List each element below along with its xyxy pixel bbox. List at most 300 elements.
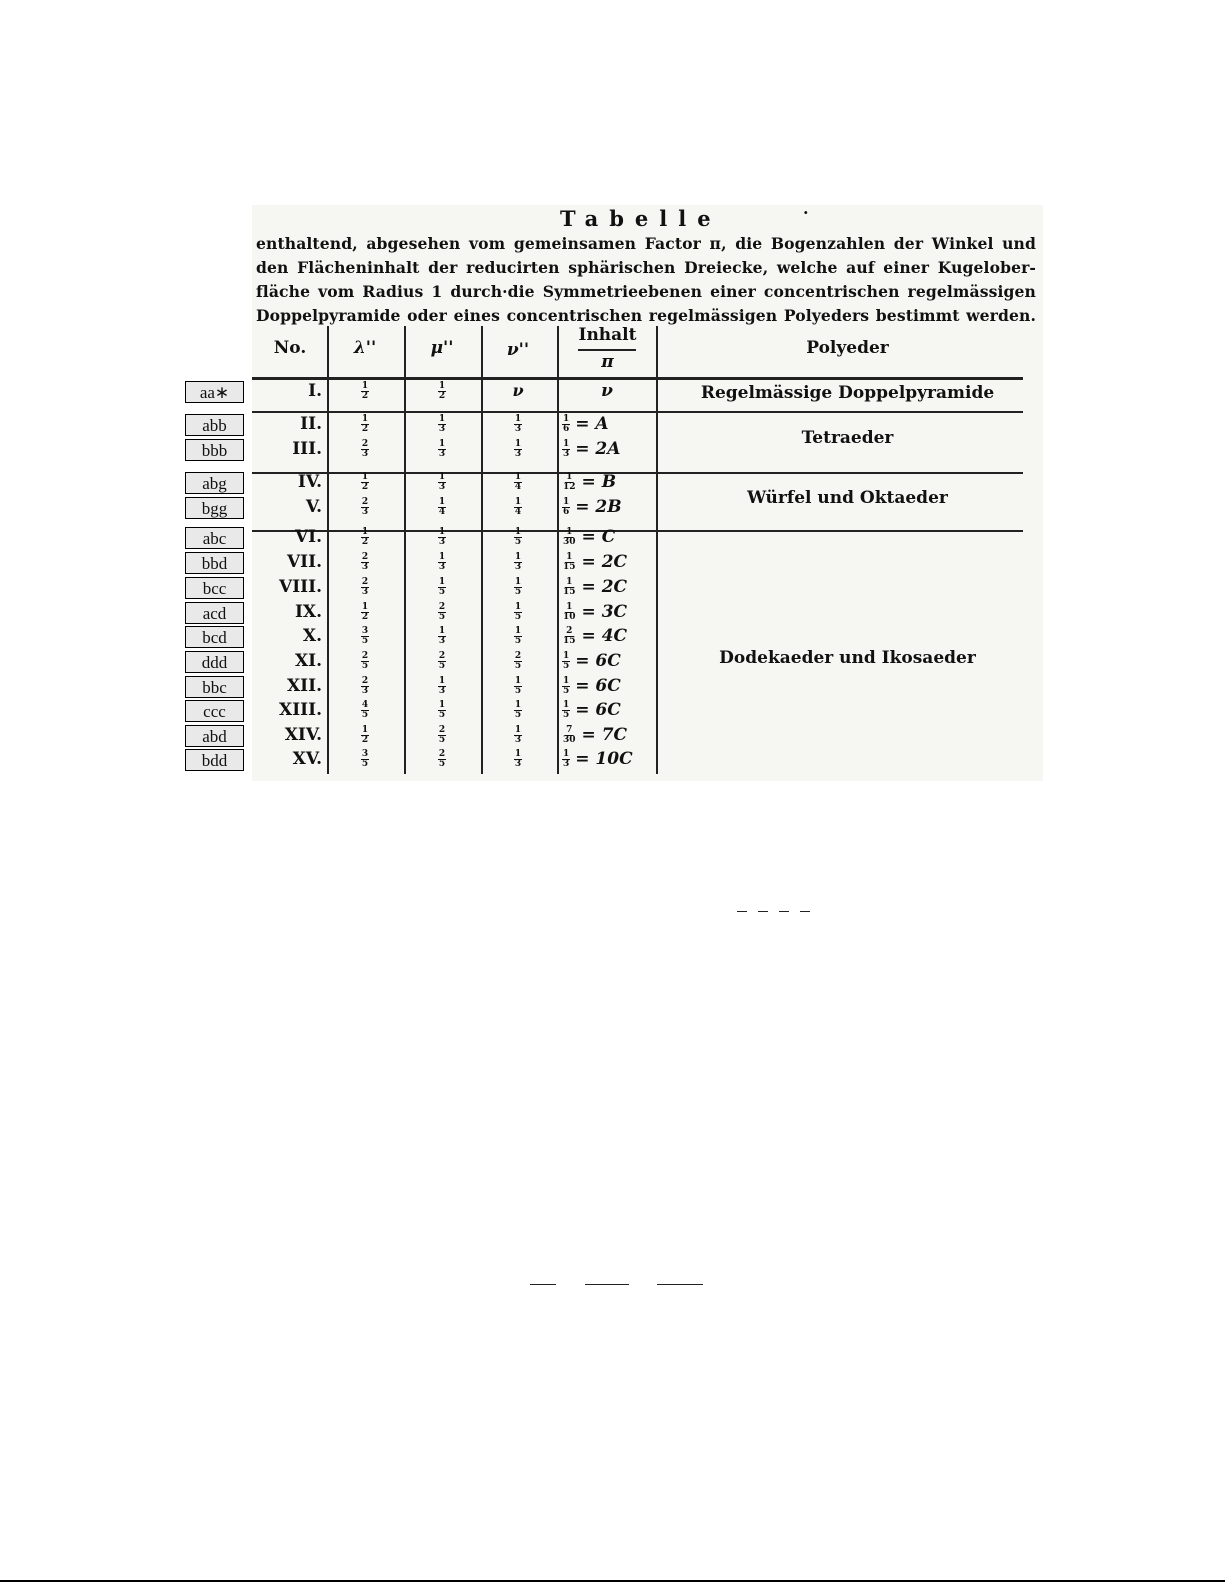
numerator: 1 <box>566 527 573 537</box>
nu-value: ν <box>512 381 524 400</box>
fraction <box>361 382 369 401</box>
column-rule <box>404 326 406 774</box>
numerator: 1 <box>438 676 446 686</box>
fraction <box>514 750 522 769</box>
denominator: 5 <box>563 661 570 671</box>
numerator: 2 <box>361 552 369 562</box>
inhalt-equation: = C <box>581 527 616 547</box>
mu-value <box>410 602 474 622</box>
mu-value <box>410 651 474 671</box>
row-label-box: bcc <box>185 577 244 599</box>
numerator: 2 <box>514 651 522 661</box>
fraction <box>562 440 570 459</box>
denominator: 4 <box>514 507 522 517</box>
polyeder-group-wuerfel-oktaeder: Würfel und Oktaeder <box>747 488 948 508</box>
inhalt-equation: = 10C <box>575 749 633 769</box>
denominator: 5 <box>438 661 446 671</box>
lambda-value <box>333 439 397 459</box>
nu-value <box>486 527 550 547</box>
denominator: 3 <box>361 507 369 517</box>
row-number: XI. <box>294 651 322 671</box>
row-label-box: acd <box>185 602 244 624</box>
polyeder-group-doppelpyramide: Regelmässige Doppelpyramide <box>700 383 995 403</box>
row-label-box: bgg <box>185 497 244 519</box>
inhalt-value <box>562 439 652 459</box>
row-number: III. <box>292 439 322 459</box>
row-label-box: bbc <box>185 676 244 698</box>
caption-line: fläche vom Radius 1 durch·die Symmetrieebenen einer concentrischen regelmässigen <box>256 282 1036 301</box>
mu-value <box>410 577 474 597</box>
denominator: 5 <box>361 759 369 769</box>
fraction <box>438 553 446 572</box>
inhalt-value <box>562 577 652 597</box>
numerator: 1 <box>514 414 522 424</box>
fraction <box>514 677 522 696</box>
dash-mark <box>758 911 768 912</box>
denominator: 6 <box>563 507 570 517</box>
scan-speck: · <box>803 203 809 222</box>
numerator: 1 <box>563 439 570 449</box>
denominator: 30 <box>563 537 576 547</box>
inhalt-value <box>562 497 652 517</box>
mu-value <box>410 552 474 572</box>
fraction <box>361 578 369 597</box>
denominator: 3 <box>361 686 369 696</box>
numerator: 2 <box>438 749 446 759</box>
dash-mark <box>800 911 810 912</box>
fraction <box>514 553 522 572</box>
fraction <box>562 726 577 745</box>
inhalt-equation: = 2C <box>581 552 628 572</box>
row-label-box: bbb <box>185 439 244 461</box>
column-rule <box>656 326 658 774</box>
denominator: 5 <box>438 587 446 597</box>
nu-value <box>486 439 550 459</box>
denominator: 3 <box>514 562 522 572</box>
row-number: X. <box>302 626 322 646</box>
denominator: 3 <box>438 424 446 434</box>
fraction <box>438 627 446 646</box>
nu-value <box>486 749 550 769</box>
mu-value <box>410 676 474 696</box>
nu-value <box>486 676 550 696</box>
lambda-value <box>333 381 397 401</box>
fraction <box>438 528 446 547</box>
inhalt-equation: = A <box>575 414 609 434</box>
numerator: 1 <box>563 700 570 710</box>
fraction <box>438 578 446 597</box>
fraction <box>438 415 446 434</box>
denominator: 12 <box>563 482 576 492</box>
fraction <box>514 701 522 720</box>
numerator: 1 <box>566 602 573 612</box>
fraction <box>562 498 570 517</box>
lambda-value <box>333 676 397 696</box>
lambda-value <box>333 527 397 547</box>
lambda-value <box>333 725 397 745</box>
denominator: 2 <box>361 537 369 547</box>
fraction <box>438 652 446 671</box>
inhalt-equation: = 7C <box>581 725 628 745</box>
mu-value <box>410 527 474 547</box>
fraction <box>438 701 446 720</box>
denominator: 3 <box>563 759 570 769</box>
nu-value <box>486 602 550 622</box>
denominator: 5 <box>438 612 446 622</box>
denominator: 5 <box>514 612 522 622</box>
numerator: 1 <box>438 472 446 482</box>
column-rule <box>327 326 329 774</box>
numerator: 1 <box>514 725 522 735</box>
numerator: 2 <box>438 602 446 612</box>
fraction <box>562 473 577 492</box>
fraction <box>361 473 369 492</box>
numerator: 1 <box>438 700 446 710</box>
numerator: 1 <box>361 414 369 424</box>
inhalt-value <box>562 472 652 492</box>
numerator: 1 <box>438 439 446 449</box>
nu-value <box>486 414 550 434</box>
table-caption <box>256 232 1036 328</box>
fraction <box>562 578 577 597</box>
mu-value <box>410 626 474 646</box>
denominator: 15 <box>563 587 576 597</box>
numerator: 1 <box>361 602 369 612</box>
fraction <box>361 553 369 572</box>
fraction <box>361 652 369 671</box>
inhalt-equation: = B <box>581 472 617 492</box>
nu-value <box>486 472 550 492</box>
header-nu: ν'' <box>506 340 530 360</box>
denominator: 2 <box>361 424 369 434</box>
group-rule <box>252 411 1023 413</box>
dash-mark <box>585 1284 629 1285</box>
lambda-value <box>333 414 397 434</box>
numerator: 2 <box>361 497 369 507</box>
denominator: 5 <box>514 661 522 671</box>
row-label-box: abc <box>185 527 244 549</box>
denominator: 5 <box>438 735 446 745</box>
lambda-value <box>333 552 397 572</box>
fraction <box>361 603 369 622</box>
numerator: 1 <box>563 676 570 686</box>
denominator: 5 <box>361 661 369 671</box>
numerator: 1 <box>438 552 446 562</box>
denominator: 30 <box>563 735 576 745</box>
denominator: 2 <box>361 612 369 622</box>
numerator: 1 <box>361 381 369 391</box>
numerator: 1 <box>514 602 522 612</box>
lambda-value <box>333 749 397 769</box>
denominator: 5 <box>438 710 446 720</box>
fraction <box>562 528 577 547</box>
fraction <box>438 603 446 622</box>
row-label-box: bbd <box>185 552 244 574</box>
denominator: 5 <box>438 759 446 769</box>
fraction <box>361 726 369 745</box>
inhalt-equation: = 2A <box>575 439 621 459</box>
fraction <box>514 627 522 646</box>
caption-line: enthaltend, abgesehen vom gemeinsamen Factor π, die Bogenzahlen der Winkel und <box>256 234 1036 253</box>
fraction <box>514 726 522 745</box>
numerator: 1 <box>563 497 570 507</box>
fraction <box>514 415 522 434</box>
row-number: VII. <box>286 552 322 572</box>
dash-mark <box>530 1284 556 1285</box>
denominator: 5 <box>514 587 522 597</box>
polyeder-group-tetraeder: Tetraeder <box>801 428 894 448</box>
mu-value <box>410 749 474 769</box>
denominator: 15 <box>563 562 576 572</box>
numerator: 1 <box>361 725 369 735</box>
numerator: 1 <box>438 497 446 507</box>
fraction <box>514 498 522 517</box>
denominator: 3 <box>514 449 522 459</box>
fraction <box>361 701 369 720</box>
lambda-value <box>333 577 397 597</box>
numerator: 1 <box>514 577 522 587</box>
fraction <box>438 440 446 459</box>
denominator: 3 <box>361 587 369 597</box>
numerator: 2 <box>361 577 369 587</box>
inhalt-value <box>562 700 652 720</box>
denominator: 2 <box>361 391 369 401</box>
row-number: XII. <box>286 676 322 696</box>
column-rule <box>557 326 559 774</box>
denominator: 2 <box>361 735 369 745</box>
row-number: XIV. <box>284 725 322 745</box>
fraction <box>438 498 446 517</box>
row-label-box: bdd <box>185 749 244 771</box>
fraction <box>514 440 522 459</box>
row-number: II. <box>300 414 322 434</box>
numerator: 1 <box>438 381 446 391</box>
inhalt-value <box>562 527 652 547</box>
row-number: VI. <box>294 527 322 547</box>
mu-value <box>410 439 474 459</box>
caption-line: Doppelpyramide oder eines concentrischen regelmässigen Polyeders bestimmt werden. <box>256 306 1036 325</box>
inhalt-equation: = 6C <box>575 676 621 696</box>
numerator: 2 <box>361 676 369 686</box>
denominator: 15 <box>563 636 576 646</box>
row-label-box: abd <box>185 725 244 747</box>
fraction <box>562 750 570 769</box>
numerator: 1 <box>514 552 522 562</box>
dash-mark <box>737 911 747 912</box>
numerator: 1 <box>438 527 446 537</box>
mu-value <box>410 497 474 517</box>
numerator: 1 <box>514 749 522 759</box>
numerator: 1 <box>514 700 522 710</box>
denominator: 4 <box>438 507 446 517</box>
fraction <box>562 652 570 671</box>
inhalt-equation: = 2C <box>581 577 628 597</box>
nu-value <box>486 651 550 671</box>
fraction <box>438 677 446 696</box>
numerator: 1 <box>361 472 369 482</box>
lambda-value <box>333 626 397 646</box>
lambda-value <box>333 700 397 720</box>
fraction <box>438 382 446 401</box>
numerator: 7 <box>566 725 573 735</box>
denominator: 3 <box>514 424 522 434</box>
row-label-box: abg <box>185 472 244 494</box>
fraction <box>514 652 522 671</box>
denominator: 5 <box>514 636 522 646</box>
header-no: No. <box>273 338 307 358</box>
denominator: 3 <box>361 449 369 459</box>
numerator: 1 <box>566 577 573 587</box>
numerator: 1 <box>566 472 573 482</box>
denominator: 2 <box>438 391 446 401</box>
mu-value <box>410 472 474 492</box>
caption-line: den Flächeninhalt der reducirten sphärischen Dreiecke, welche auf einer Kugelober- <box>256 258 1036 277</box>
denominator: 5 <box>514 686 522 696</box>
fraction <box>361 528 369 547</box>
numerator: 1 <box>438 414 446 424</box>
fraction <box>438 726 446 745</box>
numerator: 1 <box>514 439 522 449</box>
numerator: 1 <box>566 552 573 562</box>
numerator: 1 <box>514 676 522 686</box>
numerator: 1 <box>514 626 522 636</box>
fraction <box>562 415 570 434</box>
header-fraction-bar <box>578 349 636 351</box>
nu-value <box>486 577 550 597</box>
header-polyeder: Polyeder <box>806 338 889 358</box>
lambda-value <box>333 497 397 517</box>
numerator: 2 <box>361 651 369 661</box>
inhalt-value <box>562 651 652 671</box>
fraction <box>361 677 369 696</box>
nu-value <box>486 725 550 745</box>
denominator: 5 <box>563 710 570 720</box>
numerator: 1 <box>514 527 522 537</box>
header-mu: μ'' <box>430 338 454 358</box>
inhalt-value <box>562 626 652 646</box>
dash-mark <box>779 911 789 912</box>
lambda-value <box>333 602 397 622</box>
nu-value <box>486 552 550 572</box>
row-number: VIII. <box>279 577 322 597</box>
fraction <box>514 578 522 597</box>
denominator: 3 <box>361 562 369 572</box>
page-bottom-rule <box>0 1580 1225 1582</box>
inhalt-value <box>562 676 652 696</box>
row-number: IX. <box>294 602 322 622</box>
numerator: 3 <box>361 626 369 636</box>
mu-value <box>410 700 474 720</box>
row-number: V. <box>305 497 322 517</box>
header-inhalt: Inhalt <box>578 325 637 345</box>
inhalt-equation: = 3C <box>581 602 628 622</box>
numerator: 1 <box>563 749 570 759</box>
header-rule <box>252 377 1023 380</box>
numerator: 2 <box>438 651 446 661</box>
numerator: 1 <box>438 626 446 636</box>
fraction <box>562 627 577 646</box>
denominator: 3 <box>514 735 522 745</box>
denominator: 3 <box>438 636 446 646</box>
row-label-box: aa∗ <box>185 381 244 403</box>
row-number: I. <box>308 381 322 401</box>
row-number: XIII. <box>279 700 322 720</box>
row-label-box: abb <box>185 414 244 436</box>
row-number: XV. <box>292 749 322 769</box>
inhalt-equation: = 6C <box>575 700 621 720</box>
fraction <box>514 528 522 547</box>
dash-mark <box>657 1284 703 1285</box>
fraction <box>514 603 522 622</box>
inhalt-value <box>562 414 652 434</box>
header-pi: π <box>601 352 614 372</box>
fraction <box>438 750 446 769</box>
inhalt-equation: = 4C <box>581 626 628 646</box>
numerator: 1 <box>563 414 570 424</box>
fraction <box>562 701 570 720</box>
denominator: 5 <box>361 636 369 646</box>
fraction <box>361 750 369 769</box>
fraction <box>361 627 369 646</box>
denominator: 10 <box>563 612 576 622</box>
denominator: 5 <box>514 537 522 547</box>
numerator: 2 <box>566 626 573 636</box>
fraction <box>562 553 577 572</box>
row-number: IV. <box>297 472 322 492</box>
inhalt-value: ν <box>601 381 613 401</box>
numerator: 3 <box>361 749 369 759</box>
nu-value <box>486 626 550 646</box>
mu-value <box>410 381 474 401</box>
numerator: 1 <box>563 651 570 661</box>
denominator: 3 <box>438 562 446 572</box>
numerator: 1 <box>514 472 522 482</box>
nu-value <box>486 700 550 720</box>
row-label-box: ddd <box>185 651 244 673</box>
denominator: 3 <box>438 482 446 492</box>
fraction <box>361 415 369 434</box>
lambda-value <box>333 651 397 671</box>
denominator: 5 <box>563 686 570 696</box>
numerator: 1 <box>514 497 522 507</box>
fraction <box>514 473 522 492</box>
inhalt-value <box>562 552 652 572</box>
inhalt-value <box>562 749 652 769</box>
row-label-box: bcd <box>185 626 244 648</box>
denominator: 3 <box>514 759 522 769</box>
numerator: 2 <box>438 725 446 735</box>
denominator: 5 <box>514 710 522 720</box>
row-label-box: ccc <box>185 700 244 722</box>
fraction <box>361 498 369 517</box>
table-title: Tabelle <box>560 206 722 231</box>
denominator: 3 <box>563 449 570 459</box>
denominator: 2 <box>361 482 369 492</box>
mu-value <box>410 725 474 745</box>
lambda-value <box>333 472 397 492</box>
inhalt-value <box>562 602 652 622</box>
inhalt-equation: = 2B <box>575 497 622 517</box>
fraction <box>438 473 446 492</box>
inhalt-equation: = 6C <box>575 651 621 671</box>
numerator: 1 <box>361 527 369 537</box>
fraction <box>562 603 577 622</box>
denominator: 3 <box>438 537 446 547</box>
denominator: 4 <box>514 482 522 492</box>
column-rule <box>481 326 483 774</box>
numerator: 4 <box>361 700 369 710</box>
nu-value <box>486 497 550 517</box>
